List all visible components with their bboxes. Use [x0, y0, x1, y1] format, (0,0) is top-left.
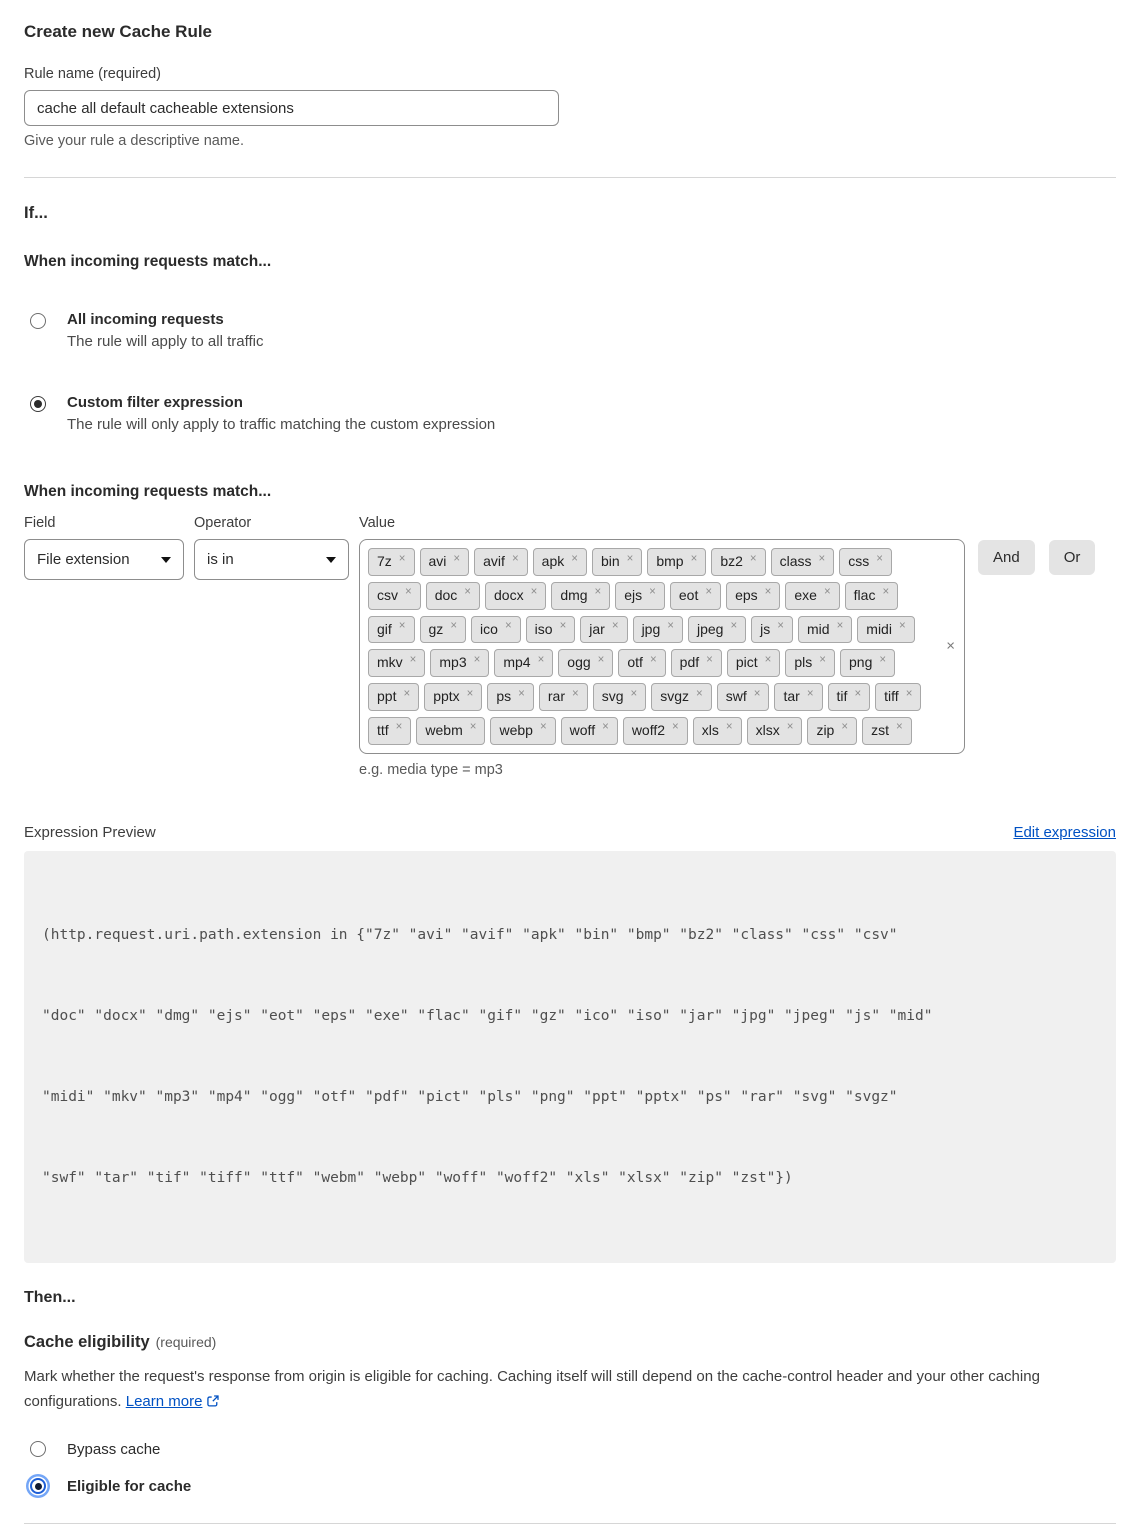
remove-tag-icon[interactable]: ×	[841, 721, 849, 734]
remove-tag-icon[interactable]: ×	[882, 586, 890, 599]
value-tag-label: iso	[534, 620, 553, 637]
value-tag-label: apk	[541, 553, 565, 569]
value-tag[interactable]	[862, 717, 912, 745]
value-tag-label: mid	[807, 620, 830, 637]
value-tags	[368, 548, 930, 745]
radio-dot	[34, 1445, 42, 1453]
value-tag-label: midi	[866, 620, 892, 637]
value-tag[interactable]	[785, 649, 835, 677]
expression-preview-header	[24, 824, 1116, 841]
value-tag[interactable]	[368, 616, 415, 644]
value-tag[interactable]	[840, 649, 895, 677]
expression-preview-code	[24, 851, 1116, 1263]
remove-tag-icon[interactable]: ×	[649, 586, 656, 599]
value-tag[interactable]	[368, 717, 411, 745]
value-tag[interactable]	[774, 683, 822, 711]
field-column	[24, 515, 184, 778]
value-tag-label: rar	[547, 688, 566, 705]
cache-eligibility-label: Cache eligibility	[24, 1332, 150, 1351]
cache-eligibility-heading	[24, 1333, 1116, 1352]
field-label: Field	[24, 515, 56, 531]
value-tag-label: class	[779, 553, 812, 569]
value-tag[interactable]	[670, 582, 721, 610]
value-tag[interactable]	[717, 683, 770, 711]
value-tag-label: xls	[701, 721, 719, 738]
value-tag-label: bmp	[656, 553, 684, 569]
remove-tag-icon[interactable]: ×	[823, 586, 831, 599]
radio-all-incoming-desc: The rule will apply to all traffic	[67, 333, 264, 350]
value-tag[interactable]	[580, 616, 627, 644]
value-tag[interactable]	[711, 548, 765, 576]
value-tag-label: bin	[600, 553, 620, 569]
value-tag[interactable]	[471, 616, 521, 644]
value-tag[interactable]	[593, 683, 647, 711]
value-tag[interactable]	[623, 717, 688, 745]
value-tag[interactable]	[747, 717, 803, 745]
remove-tag-icon[interactable]: ×	[667, 620, 674, 633]
value-tag-label: woff	[569, 721, 596, 738]
value-label: Value	[359, 515, 396, 531]
cache-eligibility-description	[24, 1364, 1099, 1417]
value-tag[interactable]	[615, 582, 665, 610]
remove-tag-icon[interactable]: ×	[403, 687, 411, 700]
radio-bypass-cache[interactable]	[30, 1441, 46, 1457]
value-tag-label: mkv	[377, 654, 403, 671]
value-tag[interactable]	[875, 683, 921, 711]
value-tag-label: jpg	[641, 620, 661, 637]
cache-eligibility-description-text: Mark whether the request's response from origin is eligible for caching. Caching itself will still depend on the cache-control header and your other caching configurations.	[24, 1367, 1040, 1411]
remove-tag-icon[interactable]: ×	[464, 586, 472, 599]
value-tag[interactable]	[785, 582, 839, 610]
operator-column	[194, 515, 349, 778]
value-tag-label: ps	[496, 688, 512, 705]
remove-tag-icon[interactable]: ×	[876, 552, 883, 565]
value-tag-label: ico	[480, 620, 498, 637]
operator-select-value: is in	[207, 551, 234, 568]
remove-tag-icon[interactable]: ×	[594, 586, 602, 599]
remove-tag-icon[interactable]: ×	[409, 653, 417, 666]
radio-eligible-for-cache-label: Eligible for cache	[67, 1477, 192, 1495]
value-tag[interactable]	[688, 616, 746, 644]
value-tag[interactable]	[420, 616, 467, 644]
then-heading: Then...	[24, 1288, 76, 1306]
value-tag-label: ejs	[624, 586, 643, 603]
radio-option-bypass-cache[interactable]	[24, 1441, 1116, 1458]
value-tag-label: dmg	[560, 586, 588, 603]
value-tag[interactable]	[533, 548, 587, 576]
andor-buttons	[978, 515, 1095, 778]
value-tag-label: ogg	[567, 654, 591, 671]
remove-tag-icon[interactable]: ×	[764, 653, 772, 666]
value-tag-label: mp4	[503, 654, 531, 671]
value-tag-label: pict	[735, 654, 758, 671]
page-title: Create new Cache Rule	[24, 22, 213, 41]
expression-line: "doc" "docx" "dmg" "ejs" "eot" "eps" "exe" "flac" "gif" "gz" "ico" "iso" "jar" "jpg" "jpeg" "js" "mid"	[42, 1007, 933, 1024]
remove-tag-icon[interactable]: ×	[559, 620, 567, 633]
chevron-down-icon	[161, 557, 171, 563]
remove-tag-icon[interactable]: ×	[836, 620, 844, 633]
value-tag-label: svgz	[660, 688, 690, 705]
value-tag-label: tif	[836, 688, 848, 705]
value-tag-label: avi	[428, 553, 447, 569]
remove-tag-icon[interactable]: ×	[572, 687, 579, 700]
value-tag-label: js	[760, 620, 771, 637]
value-tag-label: pdf	[679, 654, 700, 671]
value-tag-label: jpeg	[696, 620, 724, 637]
remove-tag-icon[interactable]: ×	[730, 620, 738, 633]
value-tag[interactable]	[368, 548, 415, 576]
remove-tag-icon[interactable]: ×	[398, 552, 406, 565]
operator-label: Operator	[194, 515, 252, 531]
remove-tag-icon[interactable]: ×	[395, 721, 403, 734]
value-tag[interactable]	[494, 649, 553, 677]
value-tag[interactable]	[420, 548, 470, 576]
value-tag-label: ppt	[377, 688, 397, 705]
and-button[interactable]: And	[978, 540, 1035, 575]
remove-tag-icon[interactable]: ×	[469, 721, 477, 734]
remove-tag-icon[interactable]: ×	[806, 687, 814, 700]
value-tag-label: tiff	[884, 688, 899, 705]
value-tag[interactable]	[839, 548, 892, 576]
radio-dot	[34, 400, 42, 408]
value-tag-label: zst	[871, 721, 889, 738]
remove-tag-icon[interactable]: ×	[649, 653, 657, 666]
value-tag-label: mp3	[439, 654, 467, 671]
value-tag[interactable]	[592, 548, 642, 576]
value-tag[interactable]	[727, 649, 781, 677]
radio-custom-filter[interactable]	[30, 396, 46, 412]
remove-tag-icon[interactable]: ×	[466, 687, 474, 700]
radio-custom-filter-desc: The rule will only apply to traffic matching the custom expression	[67, 416, 496, 433]
value-tag-label: zip	[816, 721, 835, 738]
remove-tag-icon[interactable]: ×	[630, 687, 638, 700]
value-tag[interactable]	[416, 717, 485, 745]
value-tag-label: avif	[483, 553, 505, 569]
remove-tag-icon[interactable]: ×	[786, 721, 794, 734]
value-tag[interactable]	[751, 616, 793, 644]
value-tag[interactable]	[490, 717, 555, 745]
remove-tag-icon[interactable]: ×	[539, 721, 547, 734]
value-tag[interactable]	[424, 683, 482, 711]
remove-tag-icon[interactable]: ×	[504, 620, 512, 633]
rule-name-label: Rule name (required)	[24, 66, 162, 82]
value-tag-label: swf	[725, 688, 747, 705]
chevron-down-icon	[326, 557, 336, 563]
value-tag[interactable]	[426, 582, 480, 610]
radio-all-incoming[interactable]	[30, 313, 46, 329]
value-tag[interactable]	[857, 616, 914, 644]
value-tag[interactable]	[561, 717, 618, 745]
remove-tag-icon[interactable]: ×	[777, 620, 784, 633]
value-tag[interactable]	[618, 649, 665, 677]
value-tag[interactable]	[671, 649, 722, 677]
value-tag-label: svg	[601, 688, 624, 705]
value-tag[interactable]	[430, 649, 489, 677]
value-multiselect[interactable]	[359, 539, 965, 754]
value-tag[interactable]	[526, 616, 576, 644]
value-tag-label: otf	[627, 654, 643, 671]
remove-tag-icon[interactable]: ×	[749, 552, 757, 565]
radio-dot	[34, 317, 42, 325]
value-tag[interactable]	[771, 548, 835, 576]
value-tag[interactable]	[551, 582, 610, 610]
value-tag[interactable]	[368, 649, 425, 677]
remove-tag-icon[interactable]: ×	[518, 687, 525, 700]
remove-tag-icon[interactable]: ×	[725, 721, 733, 734]
radio-custom-filter-label: Custom filter expression	[67, 394, 243, 411]
remove-tag-icon[interactable]: ×	[818, 552, 826, 565]
remove-tag-icon[interactable]: ×	[453, 552, 461, 565]
remove-tag-icon[interactable]: ×	[764, 586, 772, 599]
remove-tag-icon[interactable]: ×	[611, 620, 619, 633]
remove-tag-icon[interactable]: ×	[511, 552, 519, 565]
value-tag-label: ttf	[377, 721, 389, 738]
value-tag[interactable]	[368, 582, 421, 610]
remove-tag-icon[interactable]: ×	[696, 687, 703, 700]
value-column	[359, 515, 965, 778]
value-tag-label: woff2	[631, 721, 666, 738]
edit-expression-link[interactable]: Edit expression	[1013, 823, 1116, 841]
value-tag-label: doc	[434, 586, 458, 603]
builder-heading: When incoming requests match...	[24, 483, 272, 500]
value-tag-label: eot	[678, 586, 699, 603]
expression-line: (http.request.uri.path.extension in {"7z" "avi" "avif" "apk" "bin" "bmp" "bz2" "class" "css" "csv"	[42, 926, 898, 943]
remove-tag-icon[interactable]: ×	[597, 653, 605, 666]
value-tag[interactable]	[693, 717, 742, 745]
field-select[interactable]	[24, 539, 184, 580]
remove-tag-icon[interactable]: ×	[537, 653, 545, 666]
value-tag[interactable]	[558, 649, 613, 677]
radio-eligible-for-cache[interactable]	[30, 1478, 46, 1494]
value-tag-label: tar	[783, 688, 800, 705]
value-tag[interactable]	[807, 717, 857, 745]
remove-tag-icon[interactable]: ×	[753, 687, 761, 700]
remove-tag-icon[interactable]: ×	[854, 687, 862, 700]
value-tag-label: flac	[853, 586, 876, 603]
remove-tag-icon[interactable]: ×	[398, 620, 406, 633]
or-button[interactable]: Or	[1049, 540, 1096, 575]
if-heading: If...	[24, 204, 48, 222]
value-tag-label: png	[849, 654, 873, 671]
value-tag[interactable]	[633, 616, 683, 644]
remove-tag-icon[interactable]: ×	[626, 552, 634, 565]
radio-option-all-incoming[interactable]	[24, 311, 1116, 350]
value-tag[interactable]	[798, 616, 852, 644]
expression-line: "midi" "mkv" "mp3" "mp4" "ogg" "otf" "pdf" "pict" "pls" "png" "ppt" "pptx" "ps" "rar" "svg" "svgz"	[42, 1088, 898, 1105]
value-tag-label: docx	[494, 586, 524, 603]
radio-dot	[35, 1483, 42, 1490]
value-tag[interactable]	[726, 582, 780, 610]
value-tag[interactable]	[485, 582, 546, 610]
value-tag[interactable]	[845, 582, 899, 610]
value-tag-label: webm	[425, 721, 463, 738]
radio-bypass-cache-label: Bypass cache	[67, 1440, 161, 1458]
radio-option-eligible-for-cache[interactable]	[24, 1478, 1116, 1495]
rule-name-help: Give your rule a descriptive name.	[24, 133, 245, 149]
remove-tag-icon[interactable]: ×	[895, 721, 903, 734]
value-tag-label: eps	[735, 586, 758, 603]
remove-tag-icon[interactable]: ×	[705, 586, 713, 599]
radio-option-custom-filter[interactable]	[24, 394, 1116, 433]
remove-tag-icon[interactable]: ×	[819, 653, 826, 666]
remove-tag-icon[interactable]: ×	[690, 552, 698, 565]
value-tag-label: exe	[794, 586, 817, 603]
remove-tag-icon[interactable]: ×	[405, 586, 412, 599]
value-tag-label: gz	[428, 620, 444, 637]
value-tag-label: xlsx	[755, 721, 780, 738]
incoming-match-heading: When incoming requests match...	[24, 253, 272, 270]
remove-tag-icon[interactable]: ×	[530, 586, 538, 599]
value-example-text: e.g. media type = mp3	[359, 761, 503, 778]
radio-all-incoming-label: All incoming requests	[67, 311, 224, 328]
remove-tag-icon[interactable]: ×	[706, 653, 713, 666]
remove-tag-icon[interactable]: ×	[905, 687, 913, 700]
value-tag-label: pptx	[433, 688, 460, 705]
value-tag-label: bz2	[720, 553, 743, 569]
expression-preview-label: Expression Preview	[24, 823, 156, 841]
value-tag-label: pls	[794, 654, 813, 671]
required-note: (required)	[155, 1333, 217, 1350]
remove-tag-icon[interactable]: ×	[672, 721, 679, 734]
expression-builder-row	[24, 515, 1116, 778]
value-tag[interactable]	[651, 683, 712, 711]
expression-line: "swf" "tar" "tif" "tiff" "ttf" "webm" "webp" "woff" "woff2" "xls" "xlsx" "zip" "zst"})	[42, 1169, 793, 1186]
field-select-value: File extension	[37, 551, 130, 568]
value-tag-label: jar	[589, 620, 605, 637]
value-tag[interactable]	[368, 683, 419, 711]
clear-all-icon[interactable]: ×	[946, 637, 955, 655]
value-tag-label: webp	[499, 721, 533, 738]
remove-tag-icon[interactable]: ×	[473, 653, 481, 666]
value-tag[interactable]	[647, 548, 706, 576]
remove-tag-icon[interactable]: ×	[602, 721, 609, 734]
operator-select[interactable]	[194, 539, 349, 580]
value-tag-label: csv	[377, 586, 398, 603]
remove-tag-icon[interactable]: ×	[898, 620, 906, 633]
value-tag-label: 7z	[377, 553, 392, 569]
value-tag-label: gif	[377, 620, 392, 637]
value-tag[interactable]	[474, 548, 528, 576]
remove-tag-icon[interactable]: ×	[879, 653, 887, 666]
value-tag[interactable]	[539, 683, 588, 711]
remove-tag-icon[interactable]: ×	[450, 620, 458, 633]
remove-tag-icon[interactable]: ×	[571, 552, 578, 565]
learn-more-link[interactable]: Learn more	[125, 1393, 203, 1411]
external-link-icon	[206, 1391, 220, 1417]
value-tag-label: css	[848, 553, 870, 569]
value-tag[interactable]	[487, 683, 534, 711]
rule-name-input[interactable]	[24, 90, 559, 126]
section-divider	[24, 177, 1116, 178]
value-tag[interactable]	[828, 683, 871, 711]
